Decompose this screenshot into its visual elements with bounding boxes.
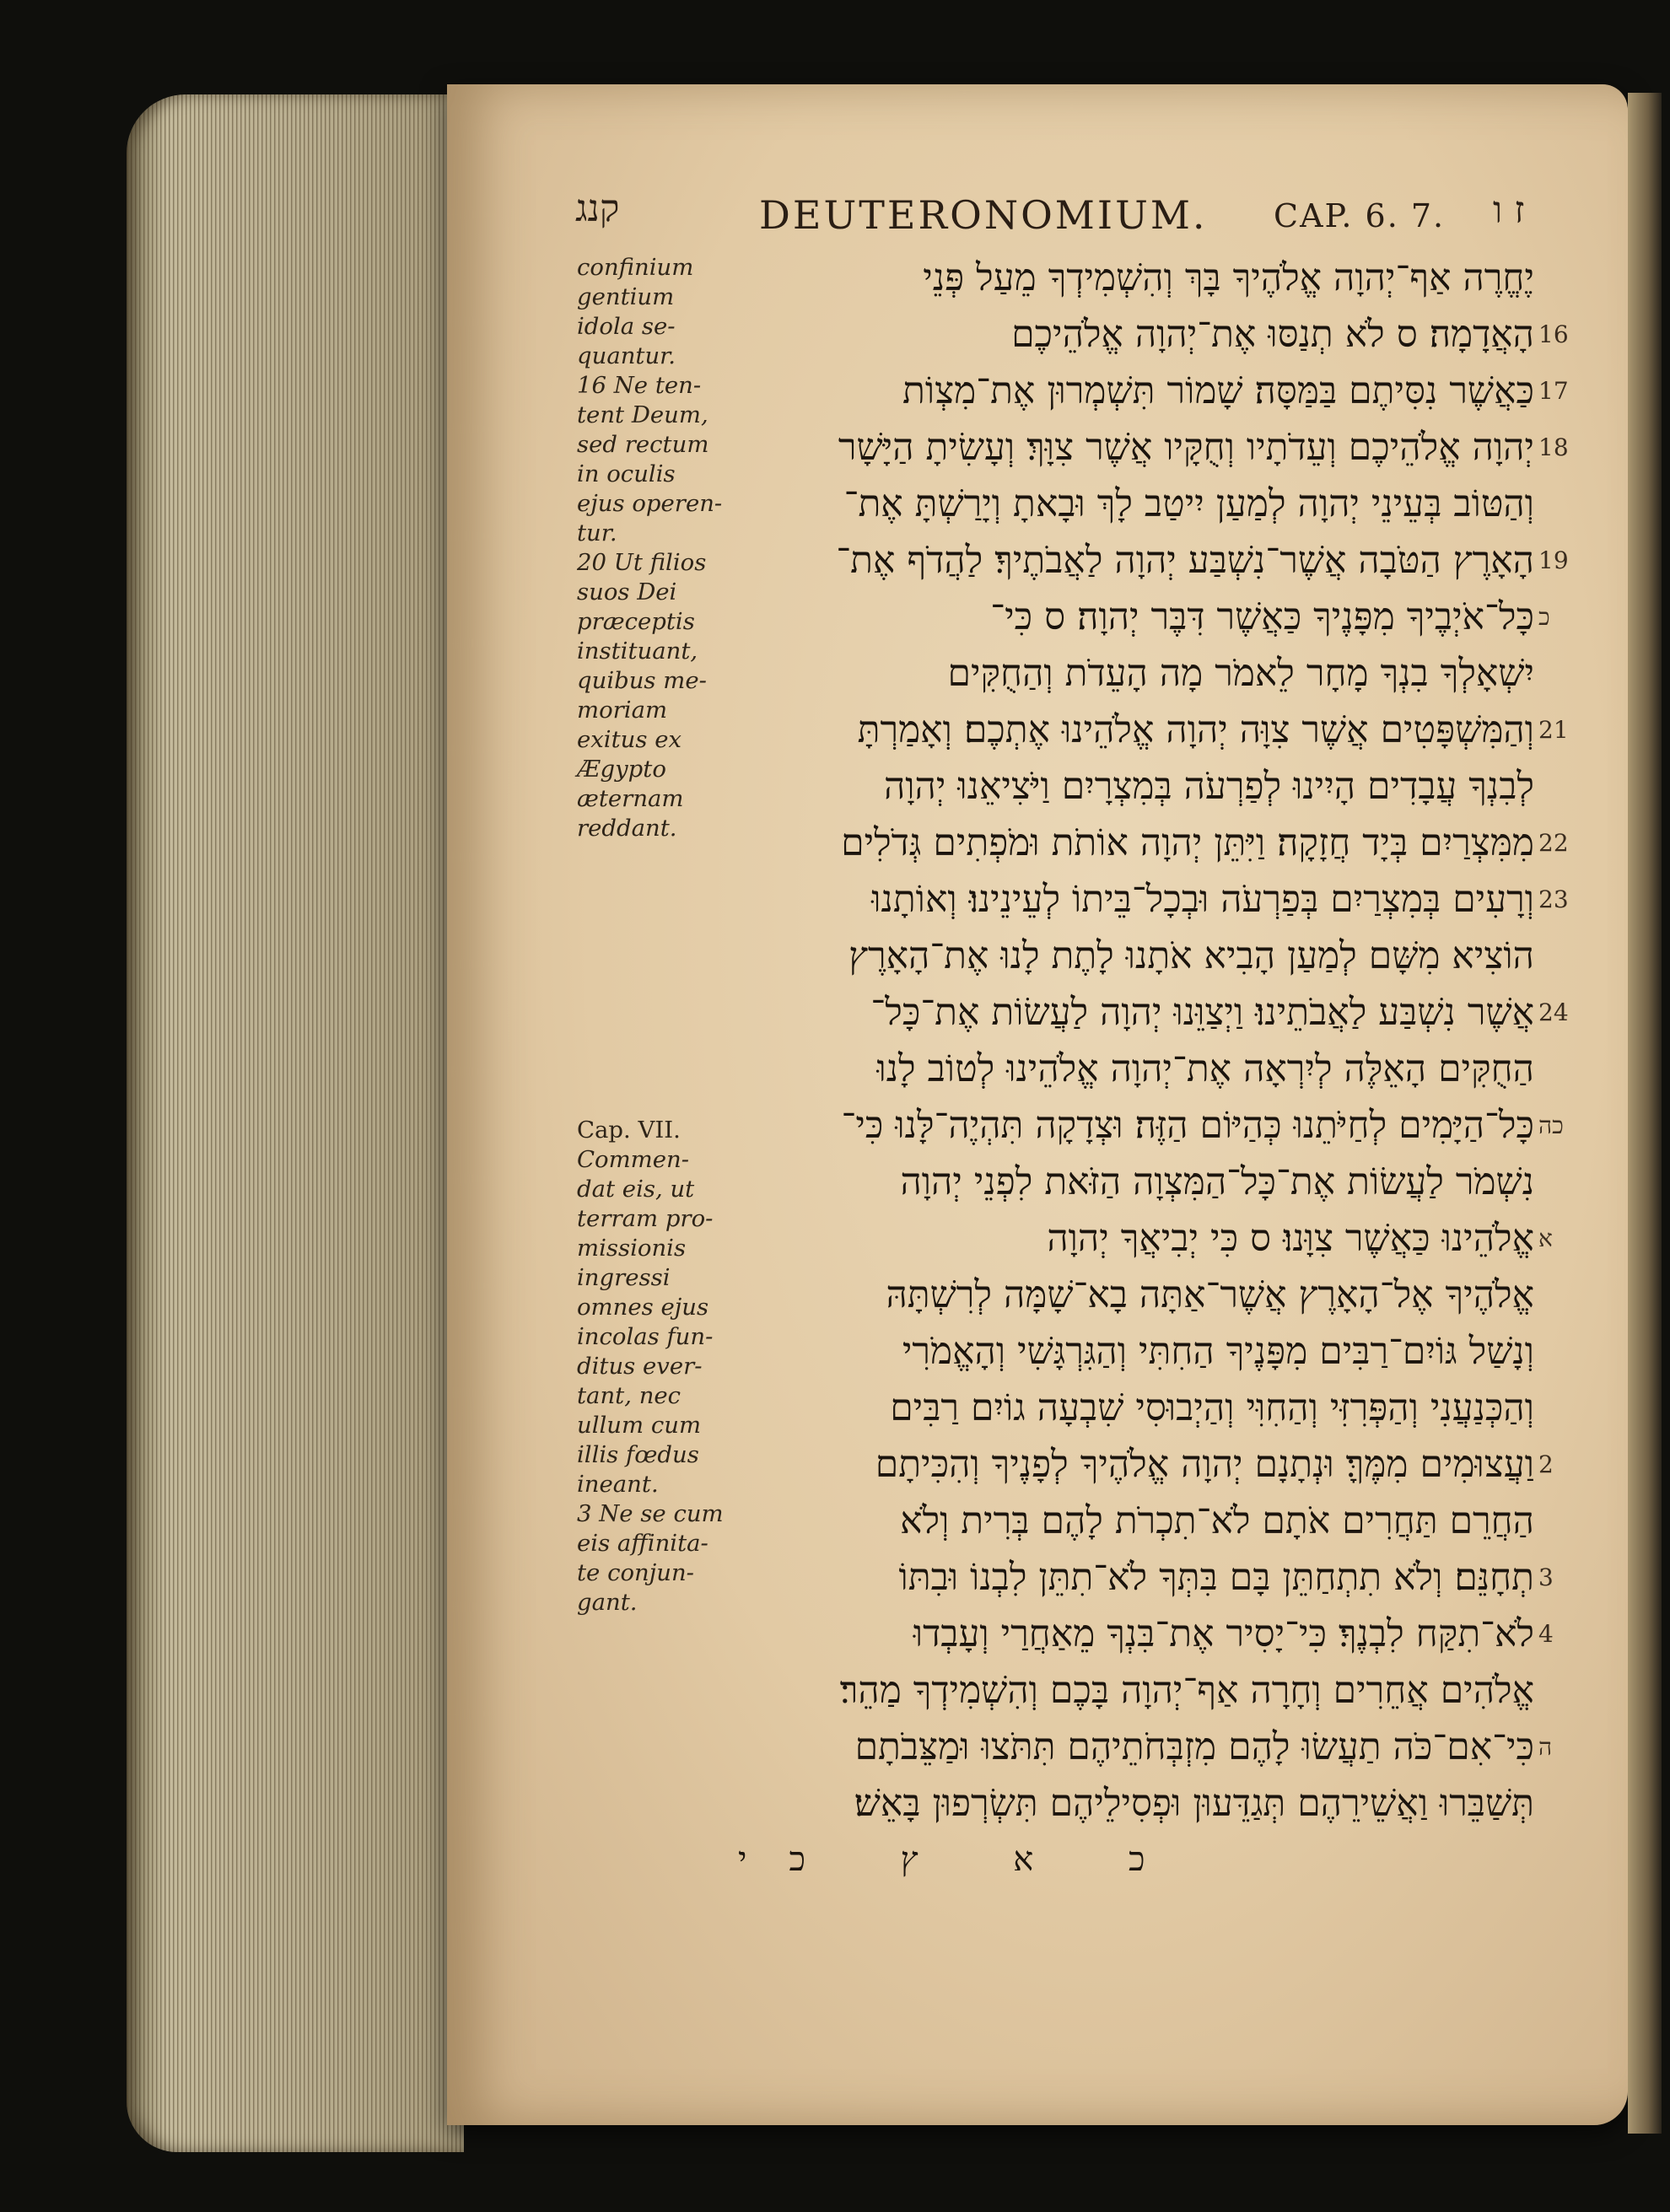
hebrew-text-line: כַּאֲשֶׁר נִסִּיתֶם בַּמַּסָּה׃ שָׁמוֹר תִּשְׁמְרוּן אֶת־מִצְוֹת: [902, 369, 1534, 412]
hebrew-text-line: יְהוָה אֱלֹהֵיכֶם וְעֵדֹתָיו וְחֻקָּיו אֲשֶׁר צִוָּךְ׃ וְעָשִׂיתָ הַיָּשָׁר: [838, 426, 1534, 469]
verse-number: 19: [1538, 546, 1569, 574]
margin-note-line: suos Dei: [577, 579, 677, 605]
hebrew-text-line: וְנָשַׁל גּוֹיִם־רַבִּים מִפָּנֶיךָ הַחִתִּי וְהַגִּרְגָּשִׁי וְהָאֱמֹרִי: [902, 1330, 1534, 1373]
hebrew-text-line: הַחֲרֵם תַּחֲרִים אֹתָם לֹא־תִכְרֹת לָהֶם בְּרִית וְלֹא: [900, 1499, 1534, 1542]
margin-note-line: missionis: [577, 1235, 687, 1262]
margin-note-line: gant.: [577, 1589, 638, 1616]
chapter-reference: CAP. 6. 7.: [1274, 197, 1446, 234]
margin-note-line: reddant.: [577, 815, 677, 842]
margin-note-line: instituant,: [577, 638, 698, 665]
verse-number: 23: [1538, 885, 1569, 913]
running-head: [565, 187, 1543, 255]
hebrew-text-line: מִמִּצְרַיִם בְּיָד חֲזָקָה׃ וַיִּתֵּן יְהוָה אוֹתֹת וּמֹפְתִים גְּדֹלִים: [841, 821, 1534, 864]
margin-note-line: æternam: [577, 785, 684, 812]
margin-note-line: confinium: [577, 254, 694, 281]
hebrew-text-line: הָאֲדָמָה׃ ס לֹא תְנַסּוּ אֶת־יְהוָה אֱלֹהֵיכֶם: [1011, 313, 1534, 356]
page-stack-edge: [127, 94, 464, 2152]
margin-note-line: sed rectum: [577, 431, 709, 458]
margin-note-line: ejus operen-: [577, 490, 723, 517]
margin-note-line: idola se-: [577, 313, 676, 340]
hebrew-text-line: וְהַכְּנַעֲנִי וְהַפְּרִזִּי וְהַחִוִּי וְהַיְבוּסִי שִׁבְעָה גוֹיִם רַבִּים: [890, 1386, 1534, 1429]
hebrew-text-line: יִשְׁאָלְךָ בִנְךָ מָחָר לֵאמֹר מָה הָעֵדֹת וְהַחֻקִּים: [947, 652, 1534, 695]
hebrew-text-line: אֲשֶׁר נִשְׁבַּע לַאֲבֹתֵינוּ׃ וַיְצַוֵּנוּ יְהוָה לַעֲשׂוֹת אֶת־כָּל־: [870, 991, 1534, 1034]
margin-note-line: illis fœdus: [577, 1441, 699, 1468]
margin-note-block-7: [577, 1116, 724, 1617]
hebrew-text-line: הָאָרֶץ הַטֹּבָה אֲשֶׁר־נִשְׁבַּע יְהוָה לַאֲבֹתֶיךָ׃ לַהֲדֹף אֶת־: [836, 539, 1534, 582]
hebrew-text-line: תְחָנֵּם׃ וְלֹא תִתְחַתֵּן בָּם בִּתְּךָ לֹא־תִתֵּן לִבְנוֹ וּבִתּוֹ: [898, 1556, 1534, 1599]
hebrew-text-line: וְהַמִּשְׁפָּטִים אֲשֶׁר צִוָּה יְהוָה אֱלֹהֵינוּ אֶתְכֶם׃ וְאָמַרְתָּ: [857, 708, 1534, 751]
margin-note-line: ingressi: [577, 1264, 671, 1291]
margin-notes: [577, 253, 724, 1617]
book-title: DEUTERONOMIUM.: [759, 192, 1208, 238]
margin-note-line: exitus ex: [577, 726, 681, 753]
margin-note-line: Commen-: [577, 1146, 690, 1173]
margin-note-line: tant, nec: [577, 1382, 681, 1409]
catchword-line: כ א ץ כי: [738, 1840, 1188, 1879]
hebrew-text-line: לֹא־תִקַּח לִבְנֶךָ׃ כִּי־יָסִיר אֶת־בִּנְךָ מֵאַחֲרַי וְעָבְדוּ: [913, 1612, 1534, 1655]
verse-number: 3: [1538, 1563, 1554, 1591]
margin-note-line: tent Deum,: [577, 401, 708, 428]
margin-note-line: in oculis: [577, 460, 676, 487]
verse-number: כה: [1538, 1111, 1564, 1139]
hebrew-text-line: אֱלֹהִים אֲחֵרִים וְחָרָה אַף־יְהוָה בָּכֶם וְהִשְׁמִידְךָ מַהֵר׃: [839, 1669, 1534, 1712]
hebrew-text-line: לְבִנְךָ עֲבָדִים הָיִינוּ לְפַרְעֹה בְּמִצְרָיִם וַיֹּצִיאֵנוּ יְהוָה: [883, 765, 1534, 808]
hebrew-text-line: כָּל־הַיָּמִים לְחַיֹּתֵנוּ כְּהַיּוֹם הַזֶּה׃ וּצְדָקָה תִּהְיֶה־לָּנוּ כִּי־: [841, 1104, 1534, 1147]
hebrew-text-line: נִשְׁמֹר לַעֲשׂוֹת אֶת־כָּל־הַמִּצְוָה הַזֹּאת לִפְנֵי יְהוָה: [900, 1160, 1534, 1203]
hebrew-text-line: כָּל־אֹיְבֶיךָ מִפָּנֶיךָ כַּאֲשֶׁר דִּבֶּר יְהוָה׃ ס כִּי־: [990, 595, 1534, 638]
margin-note-line: quibus me-: [577, 667, 707, 694]
margin-note-line: moriam: [577, 697, 668, 724]
hebrew-text-line: וְהַטּוֹב בְּעֵינֵי יְהוָה לְמַעַן יִיטַב לָךְ וּבָאתָ וְיָרַשְׁתָּ אֶת־: [843, 482, 1534, 525]
folio-number: קנג: [575, 187, 620, 230]
verse-number: ה: [1538, 1733, 1553, 1761]
margin-note-line: ditus ever-: [577, 1353, 703, 1380]
signature-mark: ז ו: [1493, 189, 1525, 232]
hebrew-text-line: אֱלֹהֵינוּ כַּאֲשֶׁר צִוָּנוּ׃ ס כִּי יְבִיאֲךָ יְהוָה: [1047, 1217, 1534, 1260]
hebrew-text-line: אֱלֹהֶיךָ אֶל־הָאָרֶץ אֲשֶׁר־אַתָּה בָא־שָׁמָּה לְרִשְׁתָּהּ: [886, 1273, 1534, 1316]
margin-note-line: præceptis: [577, 608, 695, 635]
margin-note-line: tur.: [577, 519, 617, 546]
hebrew-text-line: תְּשַׁבֵּרוּ וַאֲשֵׁירֵהֶם תְּגַדֵּעוּן וּפְסִילֵיהֶם תִּשְׂרְפוּן בָּאֵשׁ׃: [854, 1782, 1534, 1825]
margin-note-line: Ægypto: [577, 756, 666, 783]
hebrew-text-line: כִּי־אִם־כֹּה תַעֲשׂוּ לָהֶם מִזְבְּחֹתֵיהֶם תִּתֹּצוּ וּמַצֵּבֹתָם: [854, 1725, 1534, 1768]
margin-note-line: ullum cum: [577, 1412, 702, 1439]
verse-number: כ: [1538, 603, 1550, 631]
margin-note-line: incolas fun-: [577, 1323, 714, 1350]
margin-note-line: terram pro-: [577, 1205, 714, 1232]
verse-number: 4: [1538, 1620, 1554, 1648]
verse-number: 18: [1538, 433, 1569, 461]
margin-note-line: 20 Ut filios: [577, 549, 707, 576]
margin-note-line: quantur.: [577, 342, 676, 369]
margin-note-line: ineant.: [577, 1471, 659, 1498]
verse-number: 21: [1538, 716, 1569, 744]
hebrew-text-line: וַעֲצוּמִים מִמֶּךָּ׃ וּנְתָנָם יְהוָה אֱלֹהֶיךָ לְפָנֶיךָ וְהִכִּיתָם: [875, 1443, 1534, 1486]
hebrew-text-line: וְרָעִים בְּמִצְרַיִם בְּפַרְעֹה וּבְכָל־בֵּיתוֹ לְעֵינֵינוּ׃ וְאוֹתָנוּ: [871, 878, 1534, 921]
facing-page-edge: [1628, 93, 1662, 2134]
verse-number: א: [1538, 1224, 1553, 1252]
margin-note-chapter: Cap. VII.: [577, 1117, 681, 1144]
margin-note-line: 3 Ne se cum: [577, 1500, 724, 1527]
verse-number: 2: [1538, 1450, 1554, 1478]
verse-number: 24: [1538, 998, 1569, 1026]
verse-number: 22: [1538, 829, 1569, 857]
margin-note-line: te conjun-: [577, 1559, 694, 1586]
margin-note-line: gentium: [577, 283, 675, 310]
margin-note-block-6: [577, 253, 723, 843]
margin-note-line: omnes ejus: [577, 1294, 709, 1321]
verse-number: 17: [1538, 377, 1569, 405]
margin-note-line: 16 Ne ten-: [577, 372, 702, 399]
hebrew-text-block: [721, 250, 1534, 1888]
verse-number: 16: [1538, 320, 1569, 348]
hebrew-text-line: הוֹצִיא מִשָּׁם לְמַעַן הָבִיא אֹתָנוּ לָתֶת לָנוּ אֶת־הָאָרֶץ: [848, 934, 1534, 977]
hebrew-text-line: הַחֻקִּים הָאֵלֶּה לְיִרְאָה אֶת־יְהוָה אֱלֹהֵינוּ לְטוֹב לָנוּ: [876, 1047, 1534, 1090]
hebrew-text-line: יֶחֱרֶה אַף־יְהוָה אֱלֹהֶיךָ בָּךְ וְהִשְׁמִידְךָ מֵעַל פְּנֵי: [923, 256, 1534, 299]
margin-note-line: eis affinita-: [577, 1530, 708, 1557]
margin-note-line: dat eis, ut: [577, 1176, 695, 1203]
